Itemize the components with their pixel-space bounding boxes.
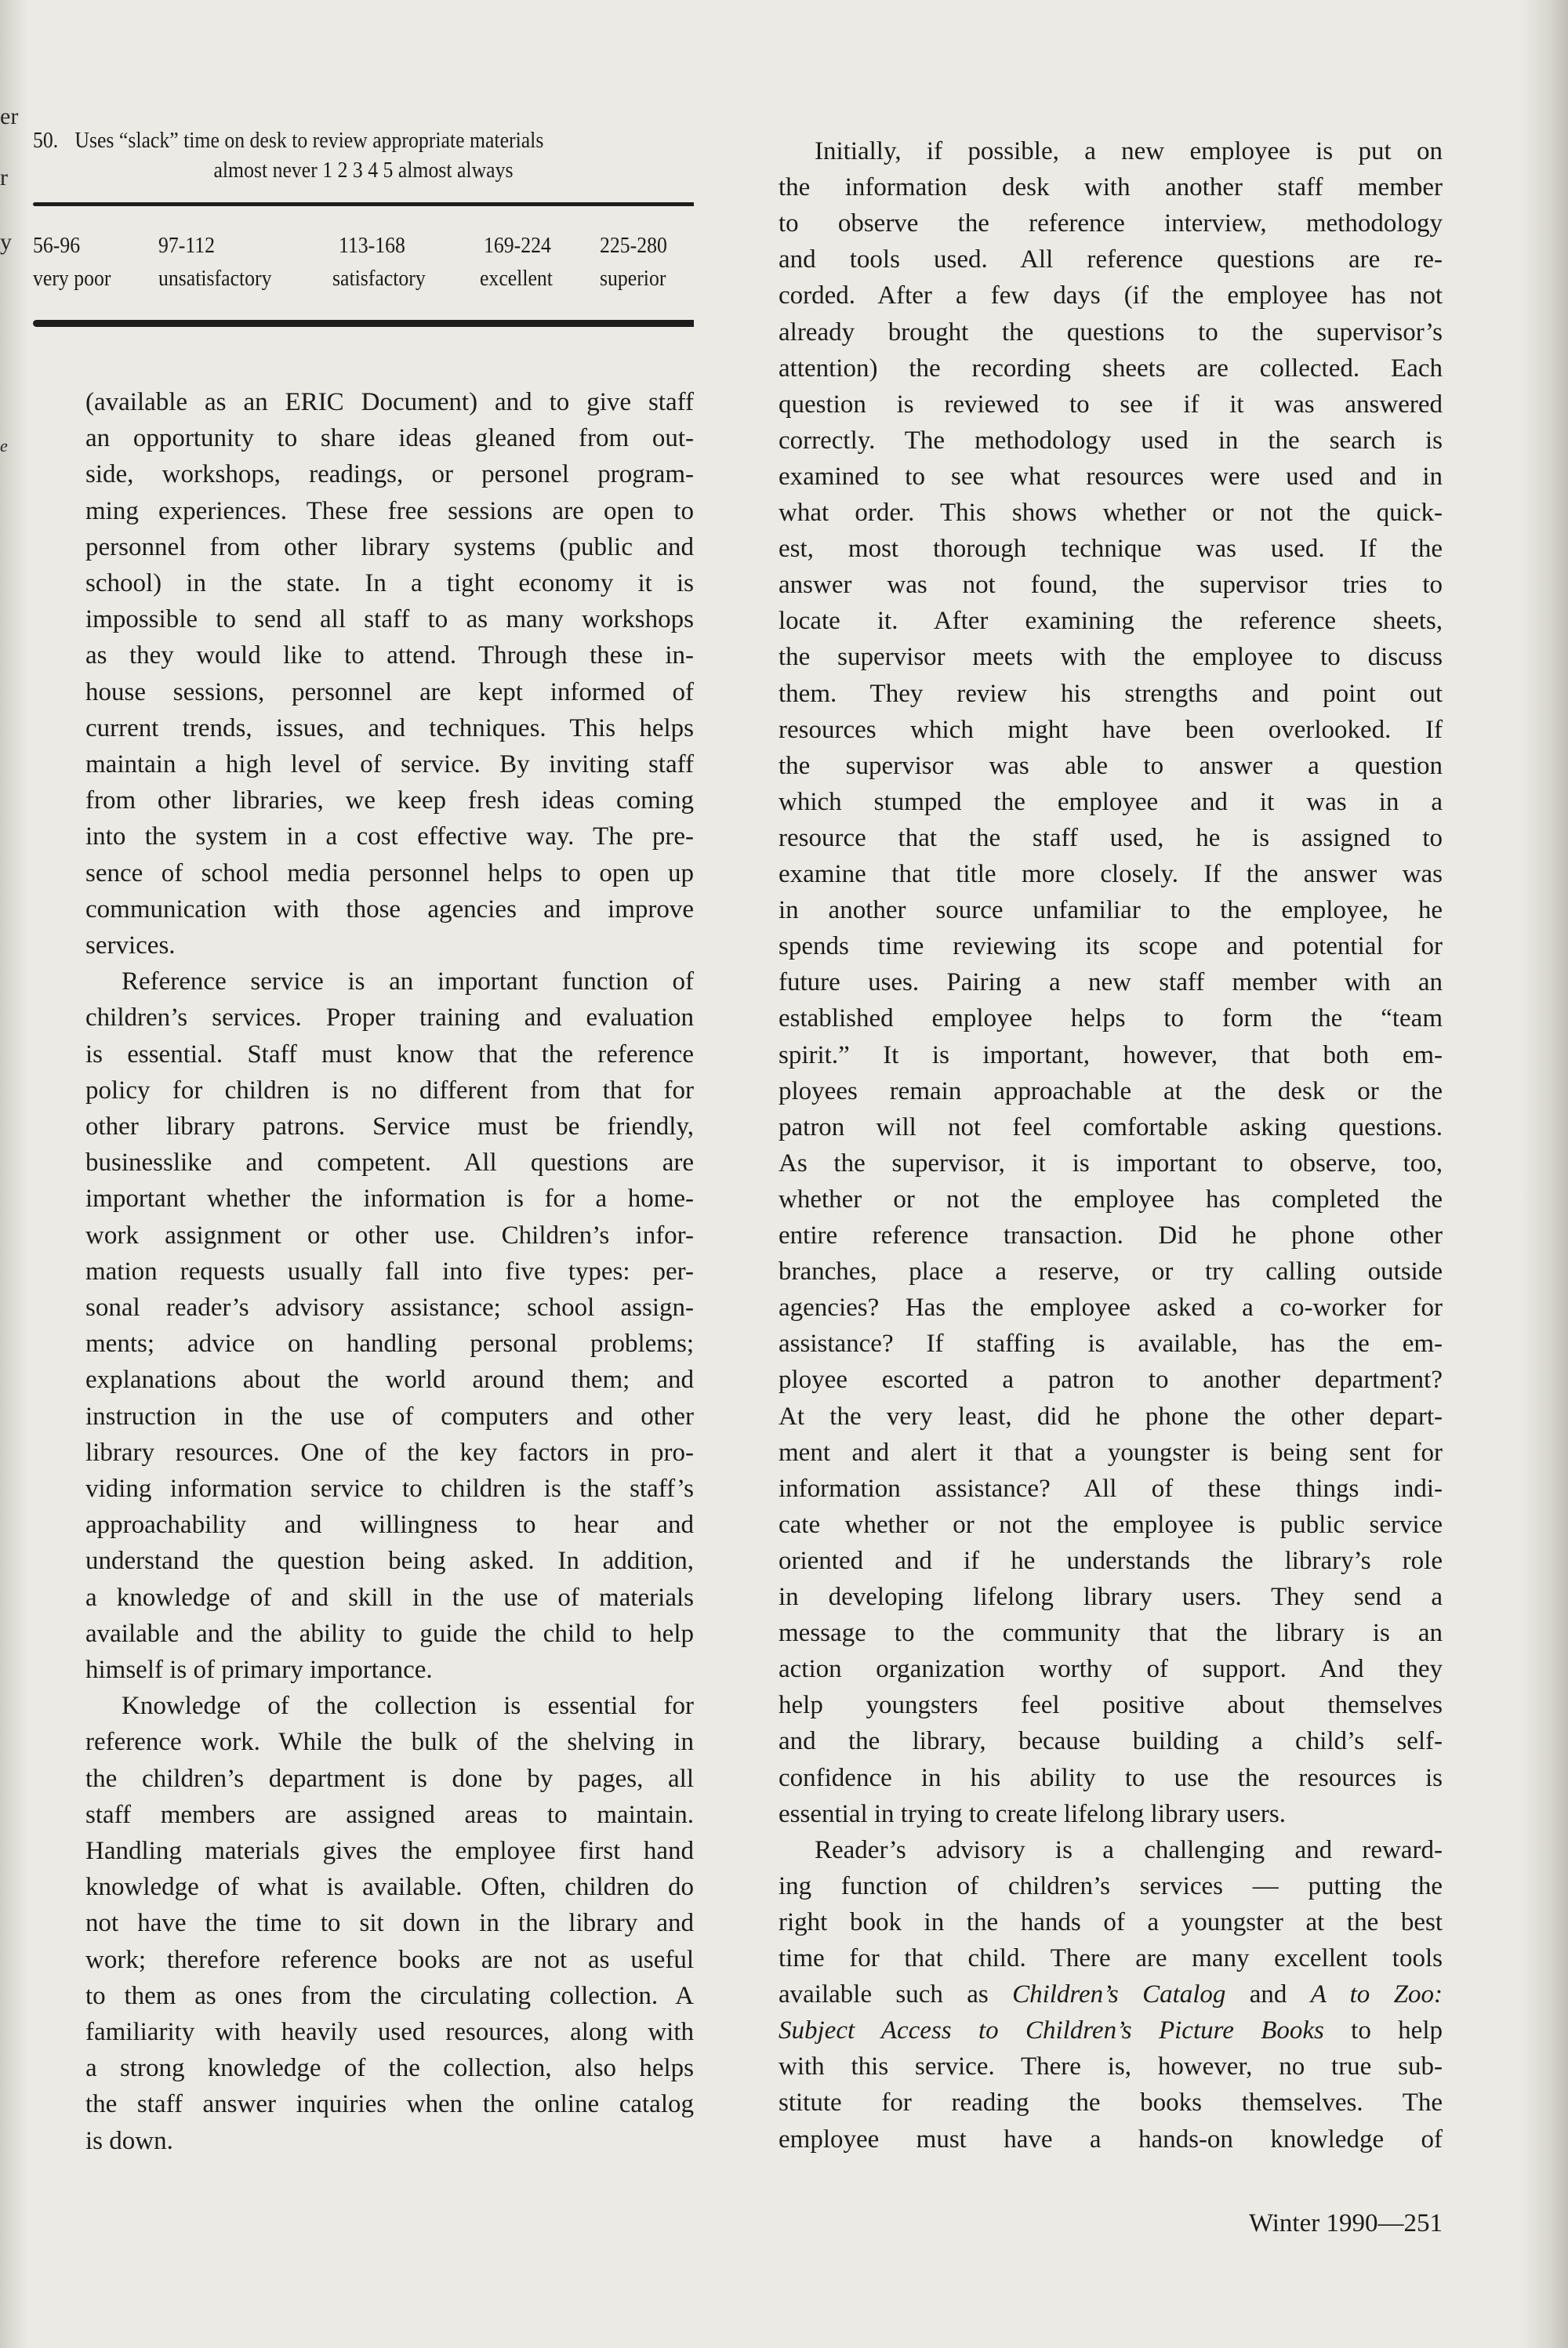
text-line: work; therefore reference books are not as useful <box>85 1945 694 1974</box>
text-line: and the library, because building a child’s self- <box>779 1727 1443 1756</box>
text-line: them. They review his strengths and point out <box>779 679 1443 708</box>
text-line: to observe the reference interview, methodology <box>779 209 1443 238</box>
text-line: Initially, if possible, a new employee is put on <box>815 137 1443 165</box>
text-line: businesslike and competent. All questions are <box>85 1149 694 1178</box>
text-line: already brought the questions to the supervisor’s <box>779 318 1443 347</box>
text-line: is essential. Staff must know that the reference <box>85 1040 694 1069</box>
text-line: sonal reader’s advisory assistance; school assign- <box>85 1294 694 1322</box>
text-line: is down. <box>85 2126 173 2155</box>
text-line: ming experiences. These free sessions are open to <box>85 496 694 525</box>
text-line: and tools used. All reference questions are re- <box>779 245 1443 274</box>
text-line: in another source unfamiliar to the employee, he <box>779 896 1443 925</box>
text-line: attention) the recording sheets are collected. Each <box>779 354 1443 383</box>
score-label: unsatisfactory <box>158 267 272 291</box>
text-line: As the supervisor, it is important to observe, too, <box>779 1149 1443 1178</box>
text-line: school) in the state. In a tight economy it is <box>85 569 694 597</box>
rating-item-text: Uses “slack” time on desk to review appropriate materials <box>74 129 544 153</box>
text-segment: to help <box>1323 2016 1443 2045</box>
margin-fragment: e <box>0 436 8 455</box>
text-line: library resources. One of the key factors in pro- <box>85 1438 694 1467</box>
text-line: from other libraries, we keep fresh ideas coming <box>85 786 694 815</box>
score-range: 225-280 <box>600 234 667 258</box>
text-line: current trends, issues, and techniques. This helps <box>85 713 694 742</box>
text-line: message to the community that the library is an <box>779 1619 1443 1648</box>
text-line: personnel from other library systems (public and <box>85 532 694 561</box>
text-line: knowledge of what is available. Often, children do <box>85 1873 694 1902</box>
text-line: with this service. There is, however, no true sub- <box>779 2052 1443 2081</box>
text-line: to them as ones from the circulating collection. A <box>85 1981 694 2010</box>
text-line: reference work. While the bulk of the shelving in <box>85 1728 694 1757</box>
text-line: instruction in the use of computers and other <box>85 1402 694 1431</box>
text-line: time for that child. There are many excellent tools <box>779 1944 1443 1972</box>
text-line: which stumped the employee and it was in a <box>779 787 1443 816</box>
text-line: explanations about the world around them; and <box>85 1366 694 1395</box>
text-line: Handling materials gives the employee first hand <box>85 1837 694 1865</box>
text-line: maintain a high level of service. By inviting staff <box>85 750 694 778</box>
text-line: staff members are assigned areas to maintain. <box>85 1800 694 1829</box>
text-line: familiarity with heavily used resources, along with <box>85 2018 694 2046</box>
text-line: whether or not the employee has completed the <box>779 1185 1443 1214</box>
text-line: sence of school media personnel helps to open up <box>85 858 694 887</box>
text-line: communication with those agencies and improve <box>85 895 694 924</box>
score-range: 97-112 <box>158 234 216 258</box>
text-line: the supervisor meets with the employee to discuss <box>779 643 1443 672</box>
margin-fragment: r <box>0 165 8 191</box>
text-line: ments; advice on handling personal problems; <box>85 1330 694 1359</box>
text-line: side, workshops, readings, or personel program- <box>85 460 694 489</box>
text-line: available and the ability to guide the child to help <box>85 1619 694 1648</box>
text-line: stitute for reading the books themselves. The <box>779 2089 1443 2118</box>
text-line: Knowledge of the collection is essential for <box>122 1692 694 1721</box>
text-line: assistance? If staffing is available, has the em- <box>779 1330 1443 1359</box>
text-line: policy for children is no different from that for <box>85 1076 694 1105</box>
score-label: excellent <box>480 267 553 291</box>
text-line: help youngsters feel positive about themselves <box>779 1691 1443 1720</box>
text-line: oriented and if he understands the library’s role <box>779 1546 1443 1575</box>
text-line: right book in the hands of a youngster at the best <box>779 1907 1443 1936</box>
text-line: At the very least, did he phone the other depart- <box>779 1402 1443 1431</box>
text-line: ployees remain approachable at the desk or the <box>779 1076 1443 1105</box>
margin-fragment: er <box>0 103 19 129</box>
rating-scale: almost never 1 2 3 4 5 almost always <box>213 158 514 183</box>
text-line: as they would like to attend. Through these in- <box>85 641 694 670</box>
text-line: Reference service is an important function of <box>122 967 694 996</box>
text-line: resources which might have been overlooked. If <box>779 715 1443 744</box>
text-line: cate whether or not the employee is public service <box>779 1510 1443 1539</box>
text-line: approachability and willingness to hear and <box>85 1511 694 1540</box>
page-gutter-shadow-right <box>1521 0 1568 2348</box>
text-line: the information desk with another staff member <box>779 173 1443 202</box>
text-line: the staff answer inquiries when the online catalog <box>85 2090 694 2119</box>
text-line: corded. After a few days (if the employee has not <box>779 281 1443 310</box>
score-range: 169-224 <box>484 234 551 258</box>
text-line: what order. This shows whether or not the quick- <box>779 499 1443 527</box>
text-line: confidence in his ability to use the resources is <box>779 1763 1443 1792</box>
text-line: correctly. The methodology used in the search is <box>779 426 1443 455</box>
italic-title: Subject Access to Children’s Picture Books <box>779 2016 1324 2045</box>
text-line: examine that title more closely. If the answer was <box>779 860 1443 888</box>
text-line: the children’s department is done by pages, all <box>85 1764 694 1793</box>
text-line <box>779 2012 1443 2049</box>
text-line: future uses. Pairing a new staff member with an <box>779 968 1443 997</box>
text-line: branches, place a reserve, or try calling outside <box>779 1257 1443 1287</box>
text-line: understand the question being asked. In addition, <box>85 1547 694 1576</box>
text-line: viding information service to children is the staff’s <box>85 1475 694 1503</box>
text-line: not have the time to sit down in the library and <box>85 1909 694 1938</box>
text-line: established employee helps to form the “team <box>779 1004 1443 1033</box>
text-line: children’s services. Proper training and evaluation <box>85 1003 694 1032</box>
text-line: a strong knowledge of the collection, also helps <box>85 2054 694 2083</box>
text-segment: available such as <box>779 1980 1013 2009</box>
text-line: mation requests usually fall into five types: per- <box>85 1257 694 1286</box>
text-segment: and <box>1225 1980 1311 2009</box>
text-line: important whether the information is for a home- <box>85 1185 694 1214</box>
rating-item-number: 50. <box>33 129 59 153</box>
text-line: himself is of primary importance. <box>85 1656 433 1684</box>
score-range: 113-168 <box>339 234 405 258</box>
text-line: patron will not feel comfortable asking questions. <box>779 1112 1443 1141</box>
text-line: services. <box>85 931 176 960</box>
text-line: other library patrons. Service must be friendly, <box>85 1112 694 1141</box>
text-line: a knowledge of and skill in the use of materials <box>85 1583 694 1612</box>
text-line: spirit.” It is important, however, that both em- <box>779 1040 1443 1069</box>
margin-fragment: y <box>0 229 12 255</box>
divider-rule-thick <box>33 320 694 327</box>
text-line: ing function of children’s services — putting the <box>779 1871 1443 1900</box>
score-range: 56-96 <box>33 234 81 258</box>
text-line: essential in trying to create lifelong library users. <box>779 1799 1286 1828</box>
italic-title: Children’s Catalog <box>1012 1980 1226 2009</box>
score-label: very poor <box>33 267 111 291</box>
text-line: the supervisor was able to answer a question <box>779 751 1443 780</box>
divider-rule <box>33 202 694 206</box>
text-line: information assistance? All of these things indi- <box>779 1474 1443 1503</box>
text-line: agencies? Has the employee asked a co-worker for <box>779 1294 1443 1323</box>
text-line: into the system in a cost effective way. The pre- <box>85 822 694 851</box>
text-line: (available as an ERIC Document) and to give staff <box>85 388 694 416</box>
text-line: entire reference transaction. Did he phone other <box>779 1221 1443 1250</box>
text-line: resource that the staff used, he is assigned to <box>779 823 1443 852</box>
page-footer: Winter 1990—251 <box>1248 2209 1443 2237</box>
text-line: impossible to send all staff to as many workshops <box>85 605 694 634</box>
text-line: examined to see what resources were used and in <box>779 462 1443 491</box>
text-line: est, most thorough technique was used. If the <box>779 535 1443 564</box>
text-line: spends time reviewing its scope and potential for <box>779 932 1443 961</box>
text-line: ment and alert it that a youngster is being sent for <box>779 1438 1443 1467</box>
text-line: an opportunity to share ideas gleaned from out- <box>85 424 694 453</box>
text-line: in developing lifelong library users. They send a <box>779 1583 1443 1611</box>
text-line: employee must have a hands-on knowledge of <box>779 2125 1443 2154</box>
rating-item <box>33 129 641 154</box>
italic-title: A to Zoo: <box>1310 1980 1443 2009</box>
text-line: answer was not found, the supervisor tries to <box>779 571 1443 600</box>
text-line: locate it. After examining the reference sheets, <box>779 607 1443 636</box>
score-label: satisfactory <box>332 267 426 291</box>
text-line <box>779 1976 1443 2012</box>
text-line: house sessions, personnel are kept informed of <box>85 677 694 706</box>
text-line: Reader’s advisory is a challenging and reward- <box>815 1835 1443 1864</box>
text-line: work assignment or other use. Children’s infor- <box>85 1221 694 1250</box>
text-line: question is reviewed to see if it was answered <box>779 390 1443 419</box>
text-line: action organization worthy of support. And they <box>779 1655 1443 1684</box>
text-line: ployee escorted a patron to another department? <box>779 1366 1443 1395</box>
page-edge-shadow-left <box>0 0 28 2348</box>
score-label: superior <box>600 267 666 291</box>
